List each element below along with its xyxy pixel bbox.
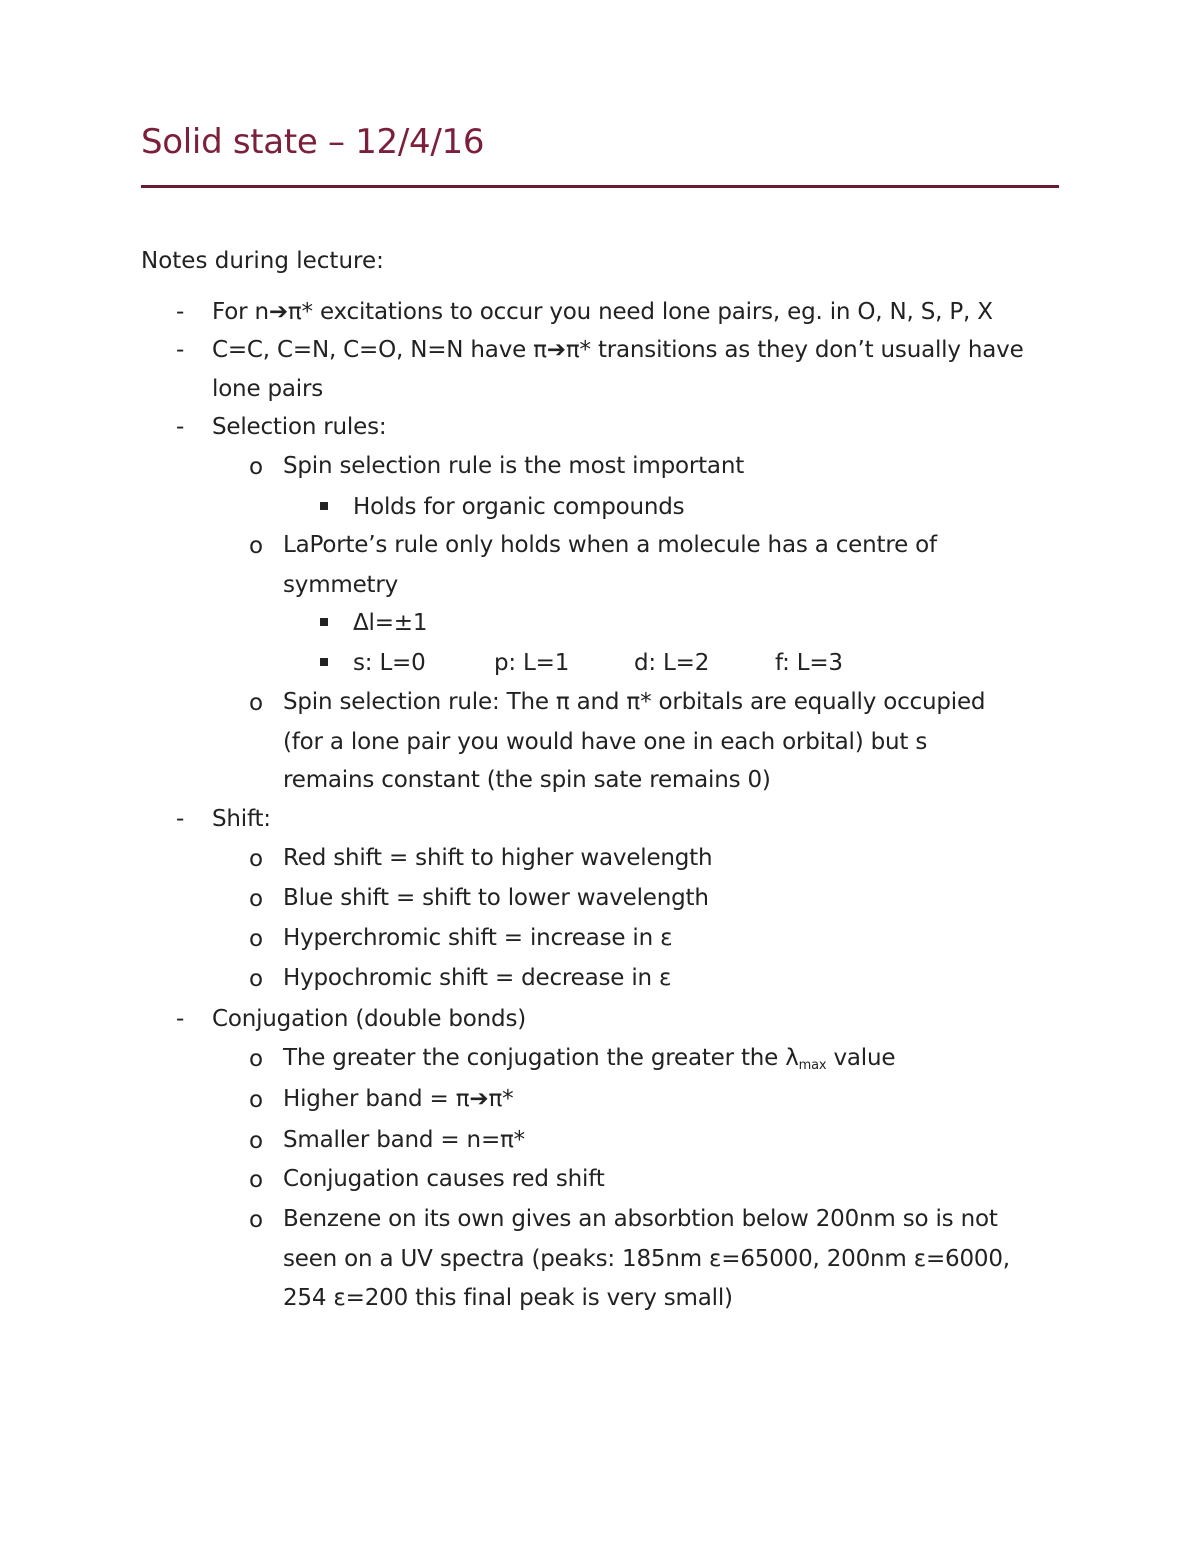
note-line: Red shift = shift to higher wavelength [283, 845, 713, 871]
note-line: Holds for organic compounds [353, 494, 685, 520]
note-line: Spin selection rule is the most important [283, 453, 745, 479]
note-line: Conjugation causes red shift [283, 1166, 605, 1192]
title-underline [141, 185, 1059, 188]
dash-marker: - [176, 806, 185, 832]
note-line: Benzene on its own gives an absorbtion below 200nm so is not [283, 1206, 998, 1232]
circle-marker: o [249, 690, 264, 716]
note-line: For n➔π* excitations to occur you need lone pairs, eg. in O, N, S, P, X [212, 299, 993, 325]
dash-marker: - [176, 414, 185, 440]
note-line: p: L=1 [494, 650, 570, 676]
note-line: Spin selection rule: The π and π* orbitals are equally occupied [283, 689, 986, 715]
circle-marker: o [249, 846, 264, 872]
note-line: Smaller band = n=π* [283, 1127, 525, 1153]
circle-marker: o [249, 966, 264, 992]
dash-marker: - [176, 1006, 185, 1032]
note-line: s: L=0 [353, 650, 426, 676]
circle-marker: o [249, 454, 264, 480]
square-bullet-icon [320, 618, 328, 626]
note-line: Hypochromic shift = decrease in ε [283, 965, 672, 991]
note-line: LaPorte’s rule only holds when a molecule has a centre of [283, 532, 937, 558]
note-line: f: L=3 [775, 650, 843, 676]
note-line: remains constant (the spin sate remains 0) [283, 767, 771, 793]
note-line: lone pairs [212, 376, 324, 402]
circle-marker: o [249, 1087, 264, 1113]
note-line: Shift: [212, 806, 271, 832]
note-line: (for a lone pair you would have one in each orbital) but s [283, 729, 928, 755]
note-line: Selection rules: [212, 414, 387, 440]
intro-text: Notes during lecture: [141, 248, 384, 274]
lambda-max-subscript: max [798, 1058, 827, 1073]
dash-marker: - [176, 299, 185, 325]
circle-marker: o [249, 1046, 264, 1072]
note-line: Hyperchromic shift = increase in ε [283, 925, 673, 951]
note-line: symmetry [283, 572, 399, 598]
note-line: Higher band = π➔π* [283, 1086, 514, 1112]
square-bullet-icon [320, 502, 328, 510]
value-text: value [826, 1045, 896, 1071]
note-line: Blue shift = shift to lower wavelength [283, 885, 709, 911]
note-line: Conjugation (double bonds) [212, 1006, 527, 1032]
note-line: d: L=2 [634, 650, 710, 676]
page-title: Solid state – 12/4/16 [141, 122, 485, 162]
circle-marker: o [249, 533, 264, 559]
lambda-max-text: The greater the conjugation the greater the λ [283, 1045, 799, 1071]
circle-marker: o [249, 926, 264, 952]
circle-marker: o [249, 1207, 264, 1233]
note-line [283, 1041, 895, 1083]
note-line: 254 ε=200 this final peak is very small) [283, 1285, 733, 1311]
dash-marker: - [176, 337, 185, 363]
note-line: C=C, C=N, C=O, N=N have π➔π* transitions as they don’t usually have [212, 337, 1024, 363]
note-line: seen on a UV spectra (peaks: 185nm ε=65000, 200nm ε=6000, [283, 1246, 1010, 1272]
square-bullet-icon [320, 658, 328, 666]
circle-marker: o [249, 886, 264, 912]
circle-marker: o [249, 1167, 264, 1193]
circle-marker: o [249, 1128, 264, 1154]
note-line: Δl=±1 [353, 610, 428, 636]
